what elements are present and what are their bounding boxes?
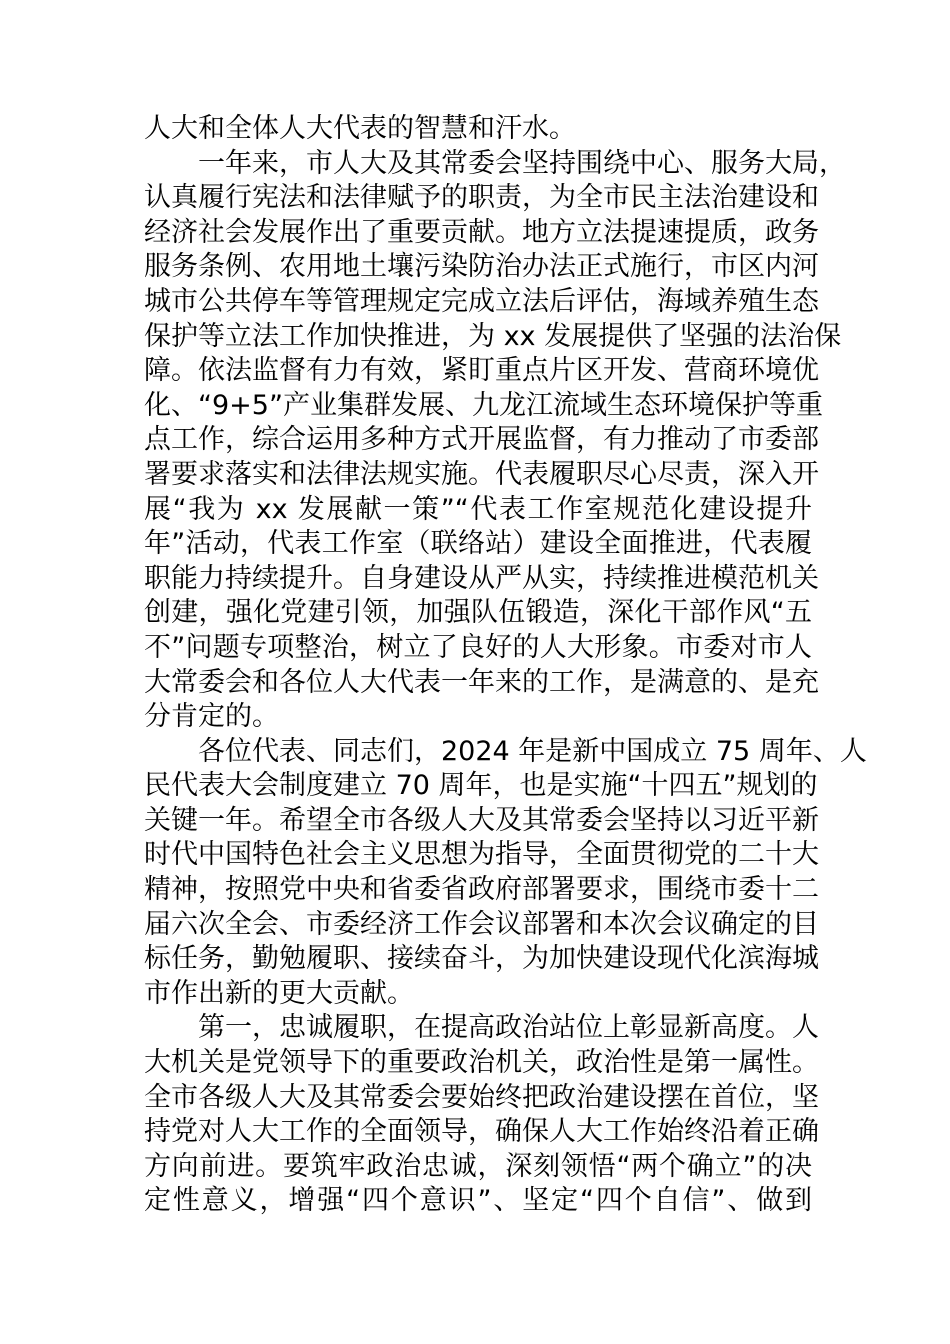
text-line: 时代中国特色社会主义思想为指导，全面贯彻党的二十大: [144, 839, 819, 871]
text-line: 服务条例、农用地土壤污染防治办法正式施行，市区内河: [144, 251, 819, 283]
text-line: 关键一年。希望全市各级人大及其常委会坚持以习近平新: [144, 804, 819, 836]
text-line: 定性意义，增强“四个意识”、坚定“四个自信”、做到: [144, 1185, 812, 1217]
text-line: 第一，忠诚履职，在提高政治站位上彰显新高度。人: [198, 1012, 819, 1044]
text-line: 一年来，市人大及其常委会坚持围绕中心、服务大局，: [198, 147, 846, 179]
text-line: 各位代表、同志们，2024 年是新中国成立 75 周年、人: [198, 735, 867, 767]
text-line: 标任务，勤勉履职、接续奋斗，为加快建设现代化滨海城: [144, 943, 819, 975]
text-line: 大常委会和各位人大代表一年来的工作，是满意的、是充: [144, 666, 819, 698]
text-line: 民代表大会制度建立 70 周年，也是实施“十四五”规划的: [144, 770, 818, 802]
text-line: 职能力持续提升。自身建设从严从实，持续推进模范机关: [144, 562, 819, 594]
text-line: 市作出新的更大贡献。: [144, 977, 414, 1009]
text-line: 经济社会发展作出了重要贡献。地方立法提速提质，政务: [144, 216, 819, 248]
text-line: 认真履行宪法和法律赋予的职责，为全市民主法治建设和: [144, 182, 819, 214]
text-line: 精神，按照党中央和省委省政府部署要求，围绕市委十二: [144, 874, 819, 906]
text-line: 持党对人大工作的全面领导，确保人大工作始终沿着正确: [144, 1116, 819, 1148]
text-line: 人大和全体人大代表的智慧和汗水。: [144, 113, 576, 144]
text-line: 届六次全会、市委经济工作会议部署和本次会议确定的目: [144, 908, 819, 940]
text-line: 点工作，综合运用多种方式开展监督，有力推动了市委部: [144, 424, 819, 456]
text-line: 保护等立法工作加快推进，为 xx 发展提供了坚强的法治保: [144, 320, 842, 352]
text-line: 分肯定的。: [144, 701, 279, 733]
text-line: 展“我为 xx 发展献一策”“代表工作室规范化建设提升: [144, 493, 812, 525]
text-line: 化、“9+5”产业集群发展、九龙江流域生态环境保护等重: [144, 389, 823, 421]
text-line: 城市公共停车等管理规定完成立法后评估，海域养殖生态: [144, 285, 819, 317]
text-line: 署要求落实和法律法规实施。代表履职尽心尽责，深入开: [144, 458, 819, 490]
text-line: 全市各级人大及其常委会要始终把政治建设摆在首位，坚: [144, 1081, 819, 1113]
text-line: 障。依法监督有力有效，紧盯重点片区开发、营商环境优: [144, 355, 819, 387]
text-line: 大机关是党领导下的重要政治机关，政治性是第一属性。: [144, 1047, 819, 1079]
text-line: 年”活动，代表工作室（联络站）建设全面推进，代表履: [144, 528, 812, 560]
text-line: 方向前进。要筑牢政治忠诚，深刻领悟“两个确立”的决: [144, 1150, 812, 1182]
document-body: [144, 112, 867, 1219]
text-line: 不”问题专项整治，树立了良好的人大形象。市委对市人: [144, 631, 812, 663]
text-line: 创建，强化党建引领，加强队伍锻造，深化干部作风“五: [144, 597, 812, 629]
